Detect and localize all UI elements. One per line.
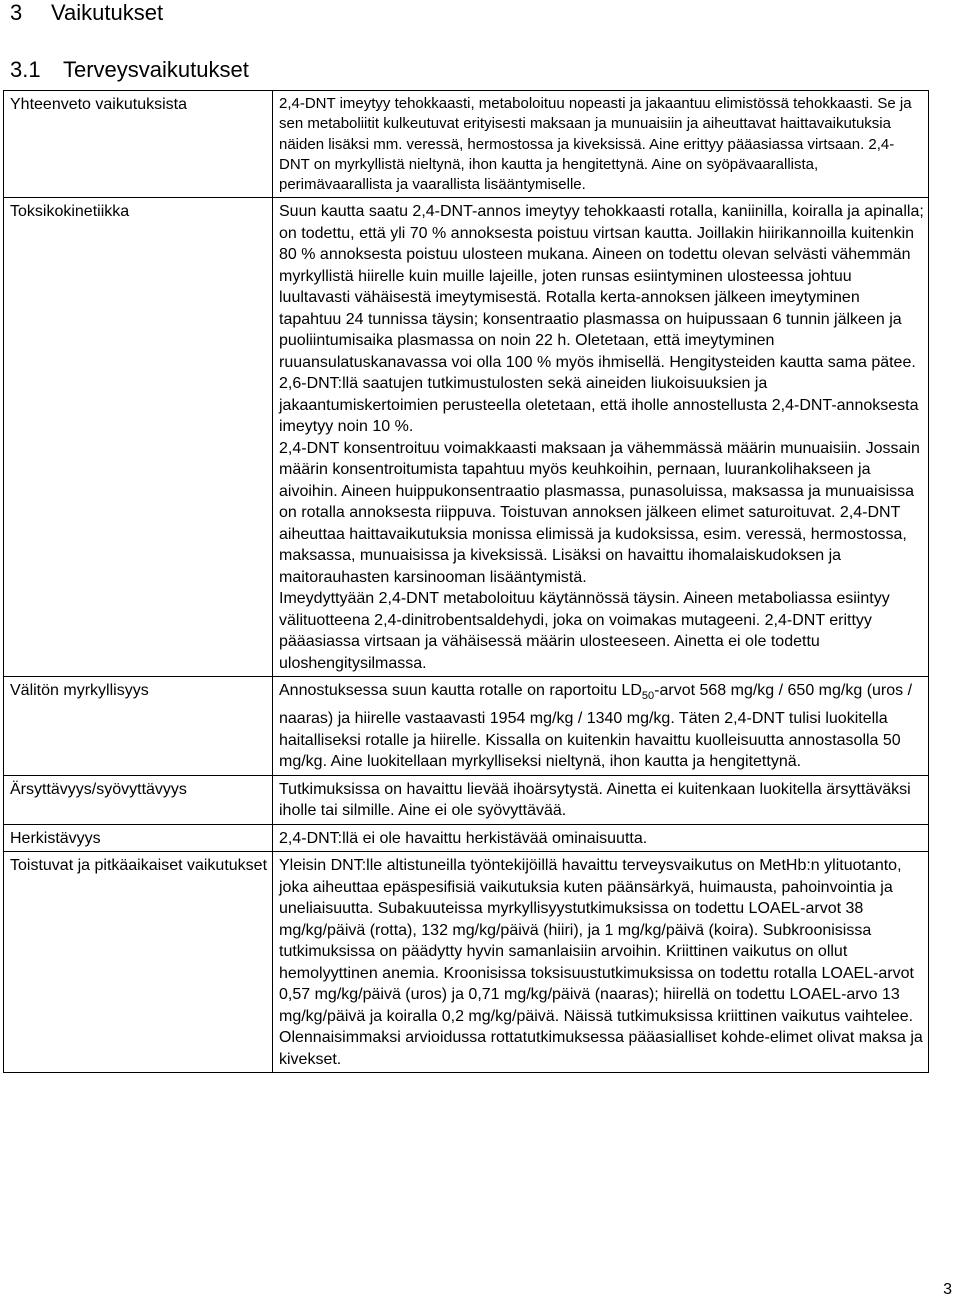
paragraph [279, 680, 924, 772]
subscript: 50 [641, 690, 655, 703]
paragraph: 2,4-DNT konsentroituu voimakkaasti maksaan ja vähemmässä määrin munuaisiin. Jossain määrin konsentroitumista tapahtuu myös keuhkoihin, pernaan, luurankolihakseen ja aivoihin. Aineen huippukonsentraatio plasmassa, punasoluissa, maksassa ja munuaisissa on rotalla annoksesta riippuva. Toistuvan annoksen jälkeen elimet saturoituvat. 2,4-DNT aiheuttaa haittavaikutuksia monissa elimissä ja kudoksissa, esim. veressä, hermostossa, maksassa, munuaisissa ja kiveksissä. Lisäksi on havaittu ihomalaiskudoksen ja maitorauhasten karsinooman lisääntymistä. [279, 439, 920, 586]
table-row-summary [4, 91, 929, 198]
heading-section-3 [10, 0, 163, 26]
row-label: Välitön myrkyllisyys [4, 677, 273, 775]
row-label: Yhteenveto vaikutuksista [4, 91, 273, 198]
table-row-irritation [4, 775, 929, 824]
paragraph: Imeydyttyään 2,4-DNT metaboloituu käytännössä täysin. Aineen metaboliassa esiintyy välituotteena 2,4-dinitrobentsaldehydi, joka on voimakas mutageeni. 2,4-DNT erittyy pääasiassa virtsaan ja vähäisessä määrin ulosteeseen. Ainetta ei ole todettu uloshengitysilmassa. [279, 590, 890, 672]
row-label: Ärsyttävyys/syövyttävyys [4, 775, 273, 824]
row-label: Toksikokinetiikka [4, 198, 273, 677]
heading-text: Terveysvaikutukset [63, 57, 249, 82]
health-effects-table [3, 90, 929, 1073]
row-content [273, 852, 929, 1073]
row-content [273, 677, 929, 775]
paragraph: Suun kautta saatu 2,4-DNT-annos imeytyy tehokkaasti rotalla, kaniinilla, koiralla ja apinalla; on todettu, että yli 70 % annoksesta poistuu virtsan kautta. Joillakin hiirikannoilla kuitenkin 80 % annoksesta poistuu ulosteen mukana. Aineen on todettu olevan selvästi vähemmän myrkyllistä hiirelle kuin muille lajeille, joten runsas esiintyminen ulosteessa johtuu luultavasti vähäisestä imeytymisestä. Rotalla kerta-annoksen jälkeen imeytyminen tapahtuu 24 tunnissa täysin; konsentraatio plasmassa on huipussaan 6 tunnin jälkeen ja puoliintumisaika plasmassa on noin 22 h. Oletetaan, että imeytyminen ruuansulatuskanavassa voi olla 100 % myös ihmisellä. Hengitysteiden kautta sama pätee. 2,6-DNT:llä saatujen tutkimustulosten sekä aineiden liukoisuuksien ja jakaantumiskertoimien perusteella oletetaan, että iholle annostellusta 2,4-DNT-annoksesta imeytyy noin 10 %. [279, 203, 924, 436]
row-content [273, 91, 929, 198]
heading-section-3-1 [10, 57, 249, 83]
table-row-toxicokinetics [4, 198, 929, 677]
row-label: Herkistävyys [4, 824, 273, 852]
paragraph: Yleisin DNT:lle altistuneilla työntekijöillä havaittu terveysvaikutus on MetHb:n ylituotanto, joka aiheuttaa epäspesifisiä vaikutuksia kuten päänsärkyä, huimausta, pahoinvointia ja uneliaisuutta. Subakuuteissa myrkyllisyystutkimuksissa on todettu LOAEL-arvot 38 mg/kg/päivä (rotta), 132 mg/kg/päivä (hiiri), ja 1 mg/kg/päivä (koira). Subkroonisissa tutkimuksissa on päädytty hyvin samanlaisiin arvoihin. Kriittinen vaikutus on ollut hemolyyttinen anemia. Kroonisissa toksisuustutkimuksissa on todettu rotalla LOAEL-arvot 0,57 mg/kg/päivä (uros) ja 0,71 mg/kg/päivä (naaras); hiirellä on todettu LOAEL-arvo 13 mg/kg/päivä ja koiralla 0,2 mg/kg/päivä. Näissä tutkimuksissa kriittinen vaikutus vaihtelee. Olennaisimmaksi arvioidussa rottatutkimuksessa pääasialliset kohde-elimet olivat maksa ja kivekset. [279, 857, 923, 1068]
table-row-acute-toxicity [4, 677, 929, 775]
row-content [273, 198, 929, 677]
table-row-sensitization [4, 824, 929, 852]
row-content [273, 775, 929, 824]
paragraph: 2,4-DNT:llä ei ole havaittu herkistävää ominaisuutta. [279, 829, 648, 847]
paragraph: 2,4-DNT imeytyy tehokkaasti, metaboloituu nopeasti ja jakaantuu elimistössä tehokkaasti. Se ja sen metaboliitit kulkeutuvat erityisesti maksaan ja munuaisiin ja aiheuttavat haittavaikutuksia näiden lisäksi mm. veressä, hermostossa ja kiveksissä. Aine erittyy pääasiassa virtsaan. 2,4-DNT on myrkyllistä nieltynä, ihon kautta ja hengitettynä. Aine on syöpävaarallista, perimävaarallista ja vaarallista lisääntymiselle. [279, 95, 912, 194]
paragraph: Tutkimuksissa on havaittu lievää ihoärsytystä. Ainetta ei kuitenkaan luokitella ärsyttäväksi iholle tai silmille. Aine ei ole syövyttävää. [279, 780, 911, 820]
text-segment: -arvot 568 mg/kg / 650 mg/kg (uros / naaras) ja hiirelle vastaavasti 1954 mg/kg / 1340 mg/kg. Täten 2,4-DNT tulisi luokitella haitalliseksi rotalle ja hiirelle. Kissalla on kuitenkin havaittu kuolleisuutta annostasolla 50 mg/kg. Aine luokitellaan myrkylliseksi nieltynä, ihon kautta ja hengitettynä. [279, 682, 913, 771]
page-number: 3 [943, 1281, 952, 1298]
heading-text: Vaikutukset [51, 0, 164, 25]
row-content [273, 824, 929, 852]
table-row-repeated-effects [4, 852, 929, 1073]
heading-number: 3 [10, 0, 23, 25]
text-segment: Annostuksessa suun kautta rotalle on raportoitu LD [279, 682, 642, 700]
heading-number: 3.1 [10, 57, 41, 82]
row-label: Toistuvat ja pitkäaikaiset vaikutukset [4, 852, 273, 1073]
